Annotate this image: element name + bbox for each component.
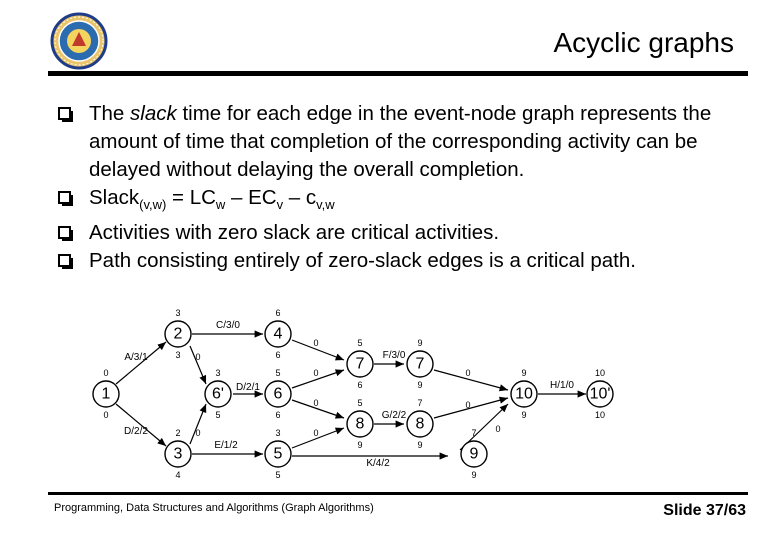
- node-late-time: 9: [417, 440, 423, 450]
- edge-label: F/3/0: [382, 350, 406, 361]
- node-late-time: 9: [521, 410, 527, 420]
- edge-slack: 0: [313, 368, 319, 378]
- node-early-time: 5: [275, 368, 281, 378]
- edge-slack: 0: [313, 398, 319, 408]
- node-early-time: 0: [103, 368, 109, 378]
- footer-course-title: Programming, Data Structures and Algorithms (Graph Algorithms): [54, 502, 374, 514]
- node-label: 1: [101, 385, 111, 403]
- checkbox-bullet-icon: [58, 254, 71, 267]
- node-late-time: 6: [275, 350, 281, 360]
- node-label: 6': [212, 385, 224, 403]
- edge-slack: 0: [313, 428, 319, 438]
- bullet-slack-formula: Slack$_{(v,w)}$ = $LC_w - EC_v - c_{v,w}$: [56, 184, 756, 219]
- node-early-time: 2: [175, 428, 181, 438]
- edge-slack: 0: [465, 400, 471, 410]
- edge-label: K/4/2: [366, 458, 390, 469]
- edge-slack: 0: [465, 368, 471, 378]
- node-early-time: 5: [357, 398, 363, 408]
- node-label: 10': [589, 385, 611, 403]
- node-late-time: 3: [175, 350, 181, 360]
- node-late-time: 10: [594, 410, 606, 420]
- node-early-time: 7: [471, 428, 477, 438]
- checkbox-bullet-icon: [58, 226, 71, 239]
- node-label: 10: [515, 385, 533, 403]
- node-early-time: 10: [594, 368, 606, 378]
- node-label: 8: [415, 415, 425, 433]
- checkbox-bullet-icon: [58, 107, 71, 120]
- bullet-slack-definition: The slack time for each edge in the event-node graph represents the amount of time that completion of the corresponding activity can be delayed without delaying the overall completion.: [56, 100, 756, 184]
- edge-label: C/3/0: [216, 320, 240, 331]
- node-label: 3: [173, 445, 183, 463]
- node-late-time: 5: [275, 470, 281, 480]
- edge-label: D/2/2: [124, 426, 148, 437]
- footer-divider: [48, 492, 748, 495]
- edge-slack: 0: [195, 352, 201, 362]
- node-late-time: 0: [103, 410, 109, 420]
- node-early-time: 3: [175, 308, 181, 318]
- node-early-time: 3: [215, 368, 221, 378]
- title-divider: [48, 71, 748, 76]
- node-early-time: 6: [275, 308, 281, 318]
- slide-number: Slide 37/63: [663, 502, 746, 519]
- node-label: 6: [273, 385, 283, 403]
- bullet-critical-activities: Activities with zero slack are critical activities.: [56, 219, 756, 247]
- node-early-time: 9: [417, 338, 423, 348]
- edge-label: H/1/0: [550, 380, 574, 391]
- edge-slack: 0: [495, 424, 501, 434]
- node-label: 7: [415, 355, 425, 373]
- node-label: 4: [273, 325, 283, 343]
- node-early-time: 3: [275, 428, 281, 438]
- node-label: 9: [469, 445, 479, 463]
- node-late-time: 5: [215, 410, 221, 420]
- edge-slack: 0: [313, 338, 319, 348]
- slack-emphasis: slack: [130, 102, 177, 125]
- bullet-list: [56, 100, 756, 275]
- bullet-critical-path: Path consisting entirely of zero-slack edges is a critical path.: [56, 247, 756, 275]
- node-early-time: 9: [521, 368, 527, 378]
- node-late-time: 9: [471, 470, 477, 480]
- node-late-time: 9: [417, 380, 423, 390]
- node-label: 8: [355, 415, 365, 433]
- node-late-time: 6: [275, 410, 281, 420]
- university-seal-icon: [50, 12, 108, 70]
- edge-label: G/2/2: [381, 410, 407, 421]
- edge-label: E/1/2: [214, 440, 238, 451]
- node-label: 2: [173, 325, 183, 343]
- node-late-time: 9: [357, 440, 363, 450]
- node-label: 5: [273, 445, 283, 463]
- node-label: 7: [355, 355, 365, 373]
- event-node-graph: [88, 304, 628, 484]
- node-late-time: 6: [357, 380, 363, 390]
- checkbox-bullet-icon: [58, 191, 71, 204]
- node-early-time: 5: [357, 338, 363, 348]
- edge-slack: 0: [195, 428, 201, 438]
- edge-label: D/2/1: [236, 382, 260, 393]
- node-early-time: 7: [417, 398, 423, 408]
- node-late-time: 4: [175, 470, 181, 480]
- slide-title: Acyclic graphs: [553, 27, 734, 58]
- edge-label: A/3/1: [124, 352, 148, 363]
